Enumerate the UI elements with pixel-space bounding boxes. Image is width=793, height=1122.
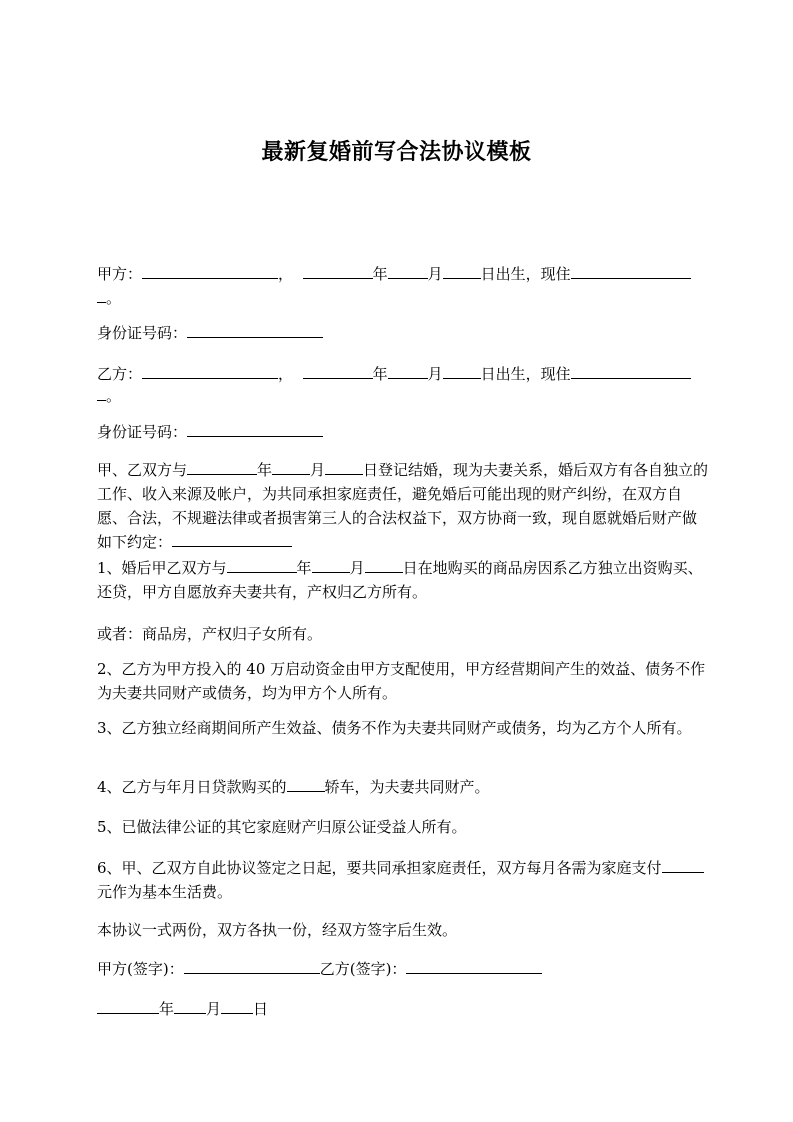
clause-1 (97, 556, 709, 604)
signature-b-blank (406, 958, 542, 974)
party-b-day-blank (443, 363, 481, 379)
party-a-year: 年 (372, 265, 388, 283)
party-a-end: 。 (106, 289, 122, 307)
clause-1-month-blank (312, 557, 350, 573)
party-b-label: 乙方： (97, 365, 143, 383)
signature-line (97, 957, 707, 981)
party-a-comma: ， (278, 265, 294, 283)
party-a-born: 日出生，现住 (480, 265, 571, 283)
intro-text-1: 甲、乙双方与 (97, 461, 188, 479)
clause-4-text-2: 轿车，为夫妻共同财产。 (324, 778, 490, 796)
intro-day-blank (325, 459, 363, 475)
date-day: 日 (253, 1000, 269, 1018)
copies-line: 本协议一式两份，双方各执一份，经双方签字后生效。 (97, 921, 458, 939)
party-b-address-blank (571, 363, 691, 379)
party-a-month: 月 (427, 265, 443, 283)
clause-6-amount-blank (662, 857, 704, 873)
signature-a-label: 甲方(签字)： (97, 960, 184, 978)
intro-month: 月 (310, 461, 326, 479)
signature-b-label: 乙方(签字)： (319, 960, 407, 978)
party-b-line (97, 362, 707, 386)
party-b-end: 。 (106, 387, 122, 405)
party-b-year: 年 (372, 365, 388, 383)
party-b-address-blank-2 (97, 385, 106, 401)
clause-1-year: 年 (296, 559, 312, 577)
intro-paragraph (97, 458, 709, 554)
clause-6 (97, 856, 709, 904)
party-b-month-blank (388, 363, 428, 379)
clause-4-car-blank (287, 776, 325, 792)
party-a-address-blank-2 (97, 287, 106, 303)
intro-end-blank (172, 531, 292, 547)
date-year-blank (97, 998, 159, 1014)
id-a-blank (187, 322, 323, 338)
id-a-label: 身份证号码： (97, 324, 188, 342)
intro-year: 年 (257, 461, 273, 479)
clause-1-text-2: 日在地购买的商品房因系乙方独立出资购买、还贷，甲方自愿放弃夫妻共有，产权归乙方所有。 (97, 559, 703, 601)
party-a-name-blank (142, 263, 278, 279)
clause-4-text-1: 4、乙方与年月日贷款购买的 (97, 778, 287, 796)
id-a-line (97, 321, 707, 345)
party-b-name-blank (142, 363, 278, 379)
document-title: 最新复婚前写合法协议模板 (261, 140, 532, 165)
clause-2: 2、乙方为甲方投入的 40 万启动资金由甲方支配使用，甲方经营期间产生的效益、债务不作为夫妻共同财产或债务，均为甲方个人所有。 (97, 660, 706, 702)
clause-3: 3、乙方独立经商期间所产生效益、债务不作为夫妻共同财产或债务，均为乙方个人所有。 (97, 719, 692, 737)
intro-month-blank (272, 459, 310, 475)
party-a-label: 甲方： (97, 265, 143, 283)
id-b-line (97, 420, 707, 444)
party-b-comma: ， (278, 365, 294, 383)
date-year: 年 (159, 1000, 175, 1018)
date-month: 月 (206, 1000, 222, 1018)
clause-6-text-2: 元作为基本生活费。 (97, 883, 233, 901)
party-b-line-2 (97, 384, 707, 408)
date-day-blank (221, 998, 253, 1014)
or-line: 或者：商品房，产权归子女所有。 (97, 625, 323, 643)
clause-5: 5、已做法律公证的其它家庭财产归原公证受益人所有。 (97, 818, 467, 836)
party-a-line (97, 262, 707, 286)
clause-1-day-blank (365, 557, 403, 573)
clause-6-text-1: 6、甲、乙双方自此协议签定之日起，要共同承担家庭责任，双方每月各需为家庭支付 (97, 859, 662, 877)
clause-1-month: 月 (349, 559, 365, 577)
intro-year-blank (187, 459, 257, 475)
party-a-year-blank (303, 263, 373, 279)
party-a-address-blank (571, 263, 691, 279)
party-a-line-2 (97, 286, 707, 310)
clause-4 (97, 775, 707, 799)
id-b-label: 身份证号码： (97, 423, 188, 441)
id-b-blank (187, 421, 323, 437)
intro-text-2: 日登记结婚，现为夫妻关系，婚后双方有各自独立的工作、收入来源及帐户，为共同承担家庭责任，避免婚后可能出现的财产纠纷，在双方自愿、合法，不规避法律或者损害第三人的合法权益下，双方协商一致，现自愿就婚后财产做如下约定： (97, 461, 709, 551)
clause-1-text-1: 1、婚后甲乙双方与 (97, 559, 227, 577)
date-month-blank (174, 998, 206, 1014)
signature-a-blank (184, 958, 320, 974)
party-a-month-blank (388, 263, 428, 279)
party-b-month: 月 (427, 365, 443, 383)
party-b-born: 日出生，现住 (480, 365, 571, 383)
party-b-year-blank (303, 363, 373, 379)
date-line (97, 997, 707, 1021)
clause-1-year-blank (227, 557, 297, 573)
party-a-day-blank (443, 263, 481, 279)
